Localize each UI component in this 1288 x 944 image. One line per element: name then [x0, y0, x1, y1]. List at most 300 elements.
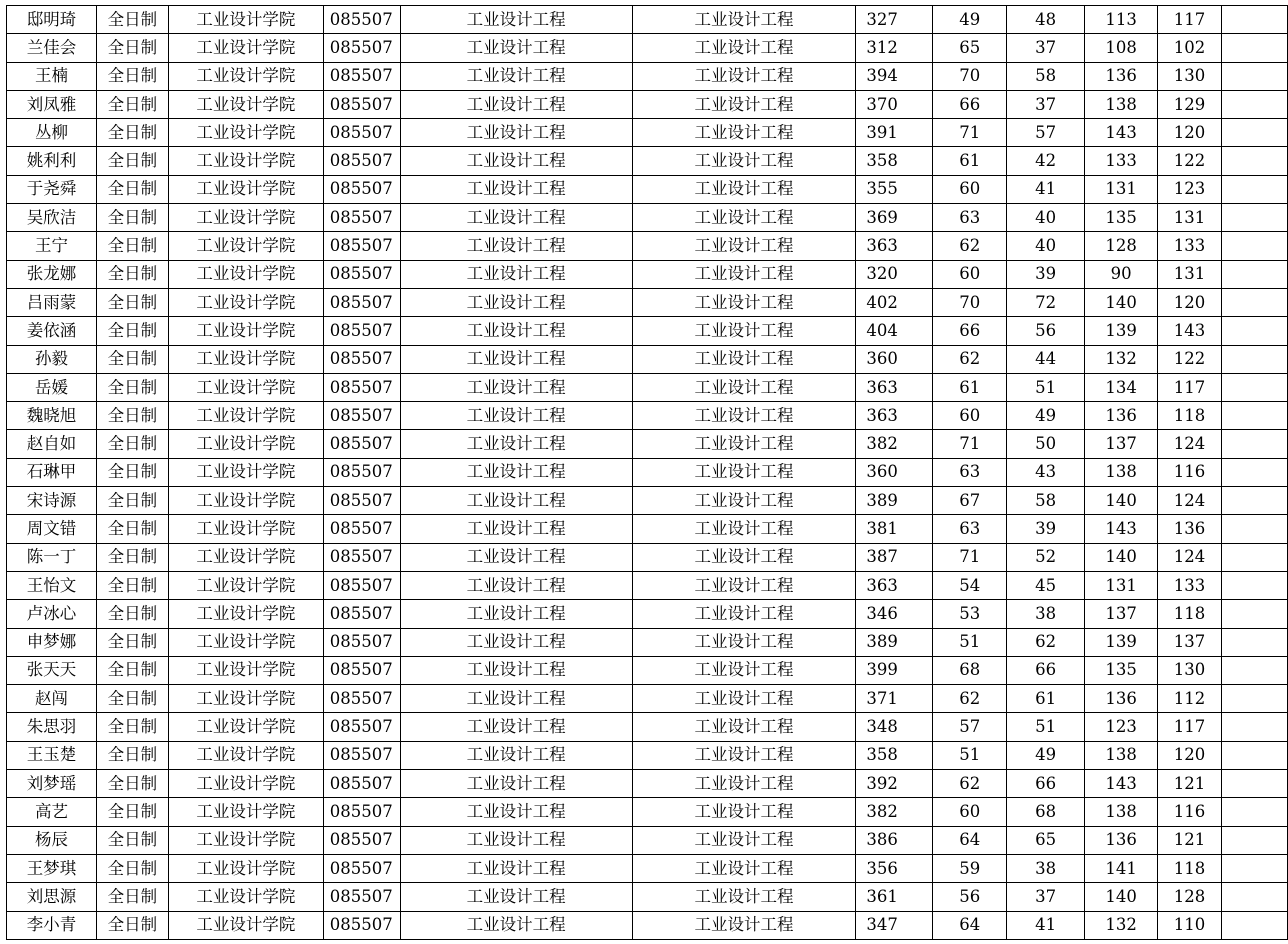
research-direction-cell: 工业设计工程 — [632, 741, 856, 769]
major-name-cell: 工业设计工程 — [400, 883, 632, 911]
major-code-cell: 085507 — [323, 147, 400, 175]
major-code-cell: 085507 — [323, 741, 400, 769]
study-mode-cell: 全日制 — [96, 911, 168, 939]
study-mode-cell: 全日制 — [96, 430, 168, 458]
college-cell: 工业设计学院 — [168, 6, 323, 34]
remarks-cell — [1222, 232, 1288, 260]
foreign-language-score-cell: 51 — [1007, 713, 1085, 741]
remarks-cell — [1222, 175, 1288, 203]
major-name-cell: 工业设计工程 — [400, 204, 632, 232]
student-name-cell: 魏晓旭 — [7, 402, 97, 430]
student-name-cell: 于尧舜 — [7, 175, 97, 203]
student-name-cell: 赵自如 — [7, 430, 97, 458]
research-direction-cell: 工业设计工程 — [632, 487, 856, 515]
subject-two-score-cell: 130 — [1158, 62, 1222, 90]
college-cell: 工业设计学院 — [168, 798, 323, 826]
study-mode-cell: 全日制 — [96, 288, 168, 316]
major-name-cell: 工业设计工程 — [400, 854, 632, 882]
subject-one-score-cell: 90 — [1085, 260, 1158, 288]
politics-score-cell: 60 — [933, 798, 1007, 826]
subject-two-score-cell: 136 — [1158, 515, 1222, 543]
table-row — [7, 713, 1288, 741]
subject-one-score-cell: 139 — [1085, 628, 1158, 656]
student-name-cell: 丛柳 — [7, 119, 97, 147]
research-direction-cell: 工业设计工程 — [632, 685, 856, 713]
table-row — [7, 260, 1288, 288]
foreign-language-score-cell: 43 — [1007, 458, 1085, 486]
remarks-cell — [1222, 826, 1288, 854]
major-code-cell: 085507 — [323, 119, 400, 147]
major-code-cell: 085507 — [323, 911, 400, 939]
research-direction-cell: 工业设计工程 — [632, 826, 856, 854]
subject-two-score-cell: 137 — [1158, 628, 1222, 656]
foreign-language-score-cell: 38 — [1007, 854, 1085, 882]
total-score-cell: 361 — [856, 883, 933, 911]
total-score-cell: 355 — [856, 175, 933, 203]
politics-score-cell: 54 — [933, 571, 1007, 599]
student-name-cell: 吴欣洁 — [7, 204, 97, 232]
remarks-cell — [1222, 571, 1288, 599]
study-mode-cell: 全日制 — [96, 883, 168, 911]
research-direction-cell: 工业设计工程 — [632, 430, 856, 458]
college-cell: 工业设计学院 — [168, 543, 323, 571]
subject-one-score-cell: 108 — [1085, 34, 1158, 62]
subject-two-score-cell: 131 — [1158, 204, 1222, 232]
study-mode-cell: 全日制 — [96, 260, 168, 288]
major-code-cell: 085507 — [323, 204, 400, 232]
research-direction-cell: 工业设计工程 — [632, 883, 856, 911]
research-direction-cell: 工业设计工程 — [632, 288, 856, 316]
college-cell: 工业设计学院 — [168, 628, 323, 656]
table-row — [7, 147, 1288, 175]
total-score-cell: 370 — [856, 90, 933, 118]
major-code-cell: 085507 — [323, 487, 400, 515]
politics-score-cell: 61 — [933, 373, 1007, 401]
college-cell: 工业设计学院 — [168, 373, 323, 401]
research-direction-cell: 工业设计工程 — [632, 911, 856, 939]
major-code-cell: 085507 — [323, 600, 400, 628]
major-name-cell: 工业设计工程 — [400, 34, 632, 62]
research-direction-cell: 工业设计工程 — [632, 600, 856, 628]
politics-score-cell: 62 — [933, 770, 1007, 798]
table-row — [7, 373, 1288, 401]
table-row — [7, 656, 1288, 684]
student-name-cell: 王怡文 — [7, 571, 97, 599]
foreign-language-score-cell: 37 — [1007, 90, 1085, 118]
total-score-cell: 358 — [856, 147, 933, 175]
total-score-cell: 394 — [856, 62, 933, 90]
research-direction-cell: 工业设计工程 — [632, 713, 856, 741]
remarks-cell — [1222, 515, 1288, 543]
student-name-cell: 周文错 — [7, 515, 97, 543]
foreign-language-score-cell: 39 — [1007, 260, 1085, 288]
research-direction-cell: 工业设计工程 — [632, 119, 856, 147]
table-row — [7, 770, 1288, 798]
research-direction-cell: 工业设计工程 — [632, 345, 856, 373]
subject-two-score-cell: 124 — [1158, 487, 1222, 515]
foreign-language-score-cell: 50 — [1007, 430, 1085, 458]
total-score-cell: 399 — [856, 656, 933, 684]
college-cell: 工业设计学院 — [168, 317, 323, 345]
total-score-cell: 363 — [856, 373, 933, 401]
subject-two-score-cell: 112 — [1158, 685, 1222, 713]
subject-one-score-cell: 138 — [1085, 741, 1158, 769]
college-cell: 工业设计学院 — [168, 713, 323, 741]
table-row — [7, 798, 1288, 826]
foreign-language-score-cell: 61 — [1007, 685, 1085, 713]
admission-table — [6, 5, 1288, 940]
subject-two-score-cell: 121 — [1158, 826, 1222, 854]
major-name-cell: 工业设计工程 — [400, 826, 632, 854]
remarks-cell — [1222, 543, 1288, 571]
student-name-cell: 王楠 — [7, 62, 97, 90]
subject-one-score-cell: 135 — [1085, 656, 1158, 684]
college-cell: 工业设计学院 — [168, 883, 323, 911]
major-name-cell: 工业设计工程 — [400, 798, 632, 826]
study-mode-cell: 全日制 — [96, 770, 168, 798]
remarks-cell — [1222, 685, 1288, 713]
major-code-cell: 085507 — [323, 854, 400, 882]
remarks-cell — [1222, 458, 1288, 486]
subject-two-score-cell: 102 — [1158, 34, 1222, 62]
remarks-cell — [1222, 430, 1288, 458]
politics-score-cell: 63 — [933, 204, 1007, 232]
college-cell: 工业设计学院 — [168, 770, 323, 798]
major-name-cell: 工业设计工程 — [400, 288, 632, 316]
total-score-cell: 391 — [856, 119, 933, 147]
table-body — [7, 6, 1288, 940]
student-name-cell: 张天天 — [7, 656, 97, 684]
student-name-cell: 王宁 — [7, 232, 97, 260]
total-score-cell: 389 — [856, 487, 933, 515]
student-name-cell: 赵闯 — [7, 685, 97, 713]
foreign-language-score-cell: 57 — [1007, 119, 1085, 147]
subject-two-score-cell: 122 — [1158, 147, 1222, 175]
subject-one-score-cell: 136 — [1085, 402, 1158, 430]
remarks-cell — [1222, 317, 1288, 345]
research-direction-cell: 工业设计工程 — [632, 373, 856, 401]
student-name-cell: 兰佳会 — [7, 34, 97, 62]
remarks-cell — [1222, 288, 1288, 316]
remarks-cell — [1222, 770, 1288, 798]
foreign-language-score-cell: 40 — [1007, 204, 1085, 232]
major-code-cell: 085507 — [323, 430, 400, 458]
study-mode-cell: 全日制 — [96, 515, 168, 543]
total-score-cell: 358 — [856, 741, 933, 769]
politics-score-cell: 60 — [933, 260, 1007, 288]
student-name-cell: 宋诗源 — [7, 487, 97, 515]
remarks-cell — [1222, 260, 1288, 288]
foreign-language-score-cell: 68 — [1007, 798, 1085, 826]
subject-two-score-cell: 118 — [1158, 600, 1222, 628]
table-row — [7, 6, 1288, 34]
foreign-language-score-cell: 44 — [1007, 345, 1085, 373]
remarks-cell — [1222, 628, 1288, 656]
table-row — [7, 571, 1288, 599]
study-mode-cell: 全日制 — [96, 713, 168, 741]
foreign-language-score-cell: 38 — [1007, 600, 1085, 628]
college-cell: 工业设计学院 — [168, 119, 323, 147]
subject-one-score-cell: 140 — [1085, 883, 1158, 911]
table-row — [7, 543, 1288, 571]
foreign-language-score-cell: 48 — [1007, 6, 1085, 34]
foreign-language-score-cell: 62 — [1007, 628, 1085, 656]
foreign-language-score-cell: 41 — [1007, 911, 1085, 939]
research-direction-cell: 工业设计工程 — [632, 6, 856, 34]
total-score-cell: 360 — [856, 345, 933, 373]
college-cell: 工业设计学院 — [168, 175, 323, 203]
table-row — [7, 430, 1288, 458]
subject-two-score-cell: 133 — [1158, 571, 1222, 599]
table-row — [7, 600, 1288, 628]
major-name-cell: 工业设计工程 — [400, 430, 632, 458]
study-mode-cell: 全日制 — [96, 458, 168, 486]
subject-two-score-cell: 117 — [1158, 713, 1222, 741]
major-code-cell: 085507 — [323, 90, 400, 118]
major-code-cell: 085507 — [323, 685, 400, 713]
major-name-cell: 工业设计工程 — [400, 911, 632, 939]
total-score-cell: 348 — [856, 713, 933, 741]
politics-score-cell: 63 — [933, 515, 1007, 543]
subject-two-score-cell: 123 — [1158, 175, 1222, 203]
college-cell: 工业设计学院 — [168, 571, 323, 599]
table-row — [7, 175, 1288, 203]
politics-score-cell: 53 — [933, 600, 1007, 628]
foreign-language-score-cell: 52 — [1007, 543, 1085, 571]
major-code-cell: 085507 — [323, 260, 400, 288]
study-mode-cell: 全日制 — [96, 798, 168, 826]
major-name-cell: 工业设计工程 — [400, 147, 632, 175]
major-name-cell: 工业设计工程 — [400, 373, 632, 401]
total-score-cell: 371 — [856, 685, 933, 713]
foreign-language-score-cell: 72 — [1007, 288, 1085, 316]
subject-one-score-cell: 136 — [1085, 685, 1158, 713]
college-cell: 工业设计学院 — [168, 854, 323, 882]
research-direction-cell: 工业设计工程 — [632, 571, 856, 599]
major-code-cell: 085507 — [323, 6, 400, 34]
study-mode-cell: 全日制 — [96, 232, 168, 260]
politics-score-cell: 56 — [933, 883, 1007, 911]
foreign-language-score-cell: 66 — [1007, 656, 1085, 684]
table-row — [7, 288, 1288, 316]
remarks-cell — [1222, 741, 1288, 769]
student-name-cell: 高艺 — [7, 798, 97, 826]
study-mode-cell: 全日制 — [96, 175, 168, 203]
total-score-cell: 320 — [856, 260, 933, 288]
foreign-language-score-cell: 58 — [1007, 487, 1085, 515]
student-name-cell: 李小青 — [7, 911, 97, 939]
study-mode-cell: 全日制 — [96, 317, 168, 345]
subject-one-score-cell: 131 — [1085, 175, 1158, 203]
total-score-cell: 356 — [856, 854, 933, 882]
study-mode-cell: 全日制 — [96, 487, 168, 515]
student-name-cell: 王玉楚 — [7, 741, 97, 769]
subject-two-score-cell: 117 — [1158, 6, 1222, 34]
foreign-language-score-cell: 37 — [1007, 34, 1085, 62]
research-direction-cell: 工业设计工程 — [632, 232, 856, 260]
total-score-cell: 327 — [856, 6, 933, 34]
table-row — [7, 458, 1288, 486]
college-cell: 工业设计学院 — [168, 260, 323, 288]
college-cell: 工业设计学院 — [168, 600, 323, 628]
remarks-cell — [1222, 600, 1288, 628]
subject-one-score-cell: 113 — [1085, 6, 1158, 34]
major-name-cell: 工业设计工程 — [400, 770, 632, 798]
total-score-cell: 386 — [856, 826, 933, 854]
remarks-cell — [1222, 90, 1288, 118]
remarks-cell — [1222, 147, 1288, 175]
major-name-cell: 工业设计工程 — [400, 600, 632, 628]
total-score-cell: 312 — [856, 34, 933, 62]
major-name-cell: 工业设计工程 — [400, 232, 632, 260]
foreign-language-score-cell: 66 — [1007, 770, 1085, 798]
study-mode-cell: 全日制 — [96, 373, 168, 401]
study-mode-cell: 全日制 — [96, 402, 168, 430]
politics-score-cell: 51 — [933, 628, 1007, 656]
student-name-cell: 刘凤雅 — [7, 90, 97, 118]
politics-score-cell: 66 — [933, 317, 1007, 345]
total-score-cell: 389 — [856, 628, 933, 656]
college-cell: 工业设计学院 — [168, 515, 323, 543]
table-row — [7, 34, 1288, 62]
research-direction-cell: 工业设计工程 — [632, 90, 856, 118]
student-name-cell: 岳媛 — [7, 373, 97, 401]
total-score-cell: 363 — [856, 571, 933, 599]
major-code-cell: 085507 — [323, 232, 400, 260]
table-row — [7, 232, 1288, 260]
college-cell: 工业设计学院 — [168, 147, 323, 175]
student-name-cell: 孙毅 — [7, 345, 97, 373]
total-score-cell: 381 — [856, 515, 933, 543]
study-mode-cell: 全日制 — [96, 685, 168, 713]
study-mode-cell: 全日制 — [96, 119, 168, 147]
major-code-cell: 085507 — [323, 770, 400, 798]
subject-two-score-cell: 128 — [1158, 883, 1222, 911]
student-name-cell: 邸明琦 — [7, 6, 97, 34]
study-mode-cell: 全日制 — [96, 600, 168, 628]
subject-two-score-cell: 110 — [1158, 911, 1222, 939]
politics-score-cell: 62 — [933, 685, 1007, 713]
research-direction-cell: 工业设计工程 — [632, 260, 856, 288]
subject-one-score-cell: 133 — [1085, 147, 1158, 175]
foreign-language-score-cell: 45 — [1007, 571, 1085, 599]
major-code-cell: 085507 — [323, 656, 400, 684]
politics-score-cell: 70 — [933, 62, 1007, 90]
remarks-cell — [1222, 402, 1288, 430]
college-cell: 工业设计学院 — [168, 232, 323, 260]
study-mode-cell: 全日制 — [96, 628, 168, 656]
total-score-cell: 402 — [856, 288, 933, 316]
politics-score-cell: 62 — [933, 232, 1007, 260]
politics-score-cell: 68 — [933, 656, 1007, 684]
student-name-cell: 姚利利 — [7, 147, 97, 175]
study-mode-cell: 全日制 — [96, 345, 168, 373]
table-row — [7, 402, 1288, 430]
research-direction-cell: 工业设计工程 — [632, 656, 856, 684]
major-code-cell: 085507 — [323, 515, 400, 543]
subject-one-score-cell: 131 — [1085, 571, 1158, 599]
total-score-cell: 392 — [856, 770, 933, 798]
research-direction-cell: 工业设计工程 — [632, 628, 856, 656]
table-row — [7, 90, 1288, 118]
major-code-cell: 085507 — [323, 62, 400, 90]
subject-one-score-cell: 137 — [1085, 430, 1158, 458]
subject-two-score-cell: 116 — [1158, 798, 1222, 826]
study-mode-cell: 全日制 — [96, 204, 168, 232]
subject-two-score-cell: 130 — [1158, 656, 1222, 684]
foreign-language-score-cell: 58 — [1007, 62, 1085, 90]
subject-two-score-cell: 133 — [1158, 232, 1222, 260]
subject-two-score-cell: 143 — [1158, 317, 1222, 345]
major-name-cell: 工业设计工程 — [400, 317, 632, 345]
foreign-language-score-cell: 49 — [1007, 402, 1085, 430]
remarks-cell — [1222, 373, 1288, 401]
major-code-cell: 085507 — [323, 628, 400, 656]
student-name-cell: 石琳甲 — [7, 458, 97, 486]
major-name-cell: 工业设计工程 — [400, 119, 632, 147]
student-name-cell: 王梦琪 — [7, 854, 97, 882]
college-cell: 工业设计学院 — [168, 685, 323, 713]
major-name-cell: 工业设计工程 — [400, 90, 632, 118]
major-name-cell: 工业设计工程 — [400, 345, 632, 373]
total-score-cell: 369 — [856, 204, 933, 232]
subject-one-score-cell: 140 — [1085, 487, 1158, 515]
table-row — [7, 62, 1288, 90]
major-name-cell: 工业设计工程 — [400, 487, 632, 515]
college-cell: 工业设计学院 — [168, 204, 323, 232]
politics-score-cell: 71 — [933, 430, 1007, 458]
college-cell: 工业设计学院 — [168, 656, 323, 684]
study-mode-cell: 全日制 — [96, 826, 168, 854]
subject-two-score-cell: 118 — [1158, 402, 1222, 430]
politics-score-cell: 59 — [933, 854, 1007, 882]
subject-one-score-cell: 138 — [1085, 458, 1158, 486]
major-name-cell: 工业设计工程 — [400, 458, 632, 486]
subject-two-score-cell: 124 — [1158, 430, 1222, 458]
research-direction-cell: 工业设计工程 — [632, 62, 856, 90]
subject-one-score-cell: 141 — [1085, 854, 1158, 882]
subject-one-score-cell: 143 — [1085, 119, 1158, 147]
politics-score-cell: 60 — [933, 402, 1007, 430]
subject-two-score-cell: 120 — [1158, 119, 1222, 147]
total-score-cell: 347 — [856, 911, 933, 939]
table-row — [7, 741, 1288, 769]
college-cell: 工业设计学院 — [168, 34, 323, 62]
table-row — [7, 685, 1288, 713]
research-direction-cell: 工业设计工程 — [632, 770, 856, 798]
college-cell: 工业设计学院 — [168, 345, 323, 373]
study-mode-cell: 全日制 — [96, 147, 168, 175]
student-name-cell: 朱思羽 — [7, 713, 97, 741]
politics-score-cell: 64 — [933, 826, 1007, 854]
total-score-cell: 382 — [856, 430, 933, 458]
table-row — [7, 628, 1288, 656]
study-mode-cell: 全日制 — [96, 34, 168, 62]
college-cell: 工业设计学院 — [168, 741, 323, 769]
foreign-language-score-cell: 51 — [1007, 373, 1085, 401]
subject-one-score-cell: 143 — [1085, 515, 1158, 543]
politics-score-cell: 51 — [933, 741, 1007, 769]
foreign-language-score-cell: 49 — [1007, 741, 1085, 769]
politics-score-cell: 65 — [933, 34, 1007, 62]
table-row — [7, 317, 1288, 345]
major-name-cell: 工业设计工程 — [400, 741, 632, 769]
total-score-cell: 363 — [856, 232, 933, 260]
student-name-cell: 姜依涵 — [7, 317, 97, 345]
major-name-cell: 工业设计工程 — [400, 543, 632, 571]
research-direction-cell: 工业设计工程 — [632, 402, 856, 430]
major-name-cell: 工业设计工程 — [400, 6, 632, 34]
